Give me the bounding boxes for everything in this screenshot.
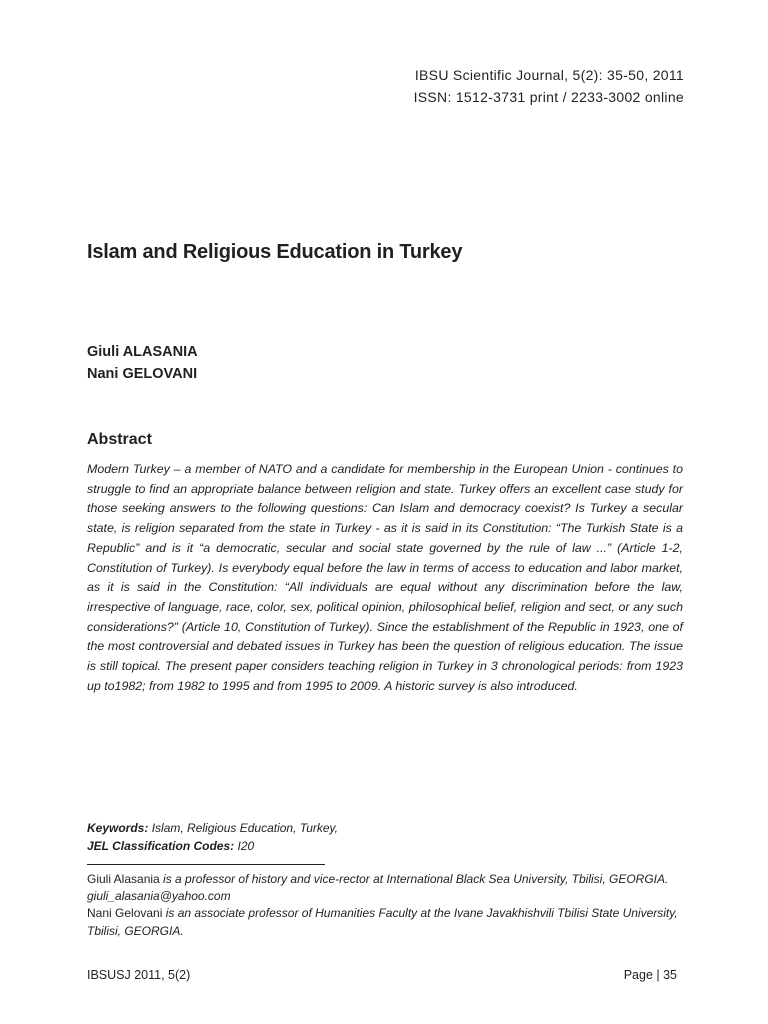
jel-codes-value: I20 [234,839,255,853]
keywords-block [87,819,683,855]
author-name: Giuli ALASANIA [87,344,198,360]
article-title: Islam and Religious Education in Turkey [87,241,463,263]
keywords-label: Keywords: [87,821,149,835]
author-footnote [87,871,687,905]
author-list [87,341,198,385]
abstract-text: Modern Turkey – a member of NATO and a candidate for membership in the European Union - continues to struggle to find an appropriate balance between religion and state. Turkey offers an excellent case study for those seeking answers to the following questions: Can Islam and democracy coexist? Is Turkey a secular state, is religion separated from the state in Turkey - as it is said in its Constitution: “The Turkish State is a Republic” and is it “a democratic, secular and social state governed by the rule of law ...” (Article 1-2, Constitution of Turkey). Is everybody equal before the law in terms of access to education and labor market, as it is said in the Constitution: “All individuals are equal without any discrimination before the law, irrespective of language, race, color, sex, political opinion, philosophical belief, religion and sect, or any such considerations?” (Article 10, Constitution of Turkey). Since the establishment of the Republic in 1923, one of the most controversial and debated issues in Turkey has been the question of religious education. The issue is still topical. The present paper considers teaching religion in Turkey in 3 chronological periods: from 1923 up to1982; from 1982 to 1995 and from 1995 to 2009. A historic survey is also introduced. [87,462,683,693]
footnote-author-name: Nani Gelovani [87,906,163,921]
jel-codes-line [87,837,683,855]
footnote-author-name: Giuli Alasania [87,872,160,886]
author-footnote [87,905,687,939]
journal-citation: IBSU Scientific Journal, 5(2): 35-50, 2011 [414,67,684,83]
page-number: Page | 35 [623,968,677,982]
keywords-line [87,819,683,837]
footnote-author-bio: is an associate professor of Humanities Faculty at the Ivane Javakhishvili Tbilisi State University, Tbilisi, GEORGIA. [87,906,678,938]
footnote-divider [87,864,325,865]
author-name: Nani GELOVANI [87,366,198,382]
abstract-heading: Abstract [87,431,152,448]
journal-header [340,64,684,108]
footnote-author-bio: is a professor of history and vice-rector at International Black Sea University, Tbilisi, GEORGIA. giuli_alasania@yahoo.com [87,872,669,904]
jel-codes-label: JEL Classification Codes: [87,839,235,853]
journal-issn: ISSN: 1512-3731 print / 2233-3002 online [413,89,684,105]
footer-journal: IBSUSJ 2011, 5(2) [87,968,191,982]
author-footnotes [87,871,687,940]
keywords-value: Islam, Religious Education, Turkey, [148,821,338,835]
